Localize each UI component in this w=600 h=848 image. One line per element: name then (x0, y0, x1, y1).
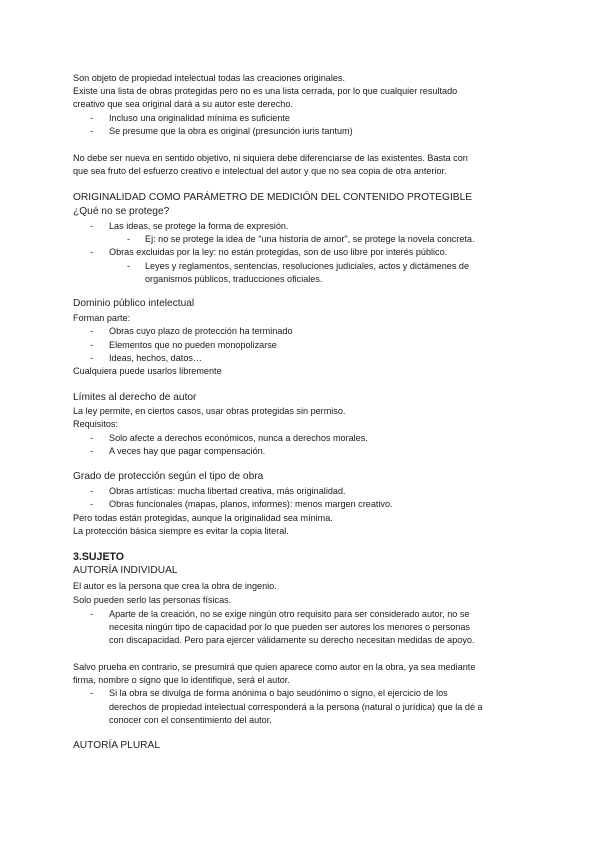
bullet-text: Obras cuyo plazo de protección ha terminado (109, 326, 293, 336)
bullet-dash: - (90, 126, 94, 136)
bullet-dash: - (90, 433, 94, 443)
bullet-text: A veces hay que pagar compensación. (109, 446, 266, 456)
text-line: El autor es la persona que crea la obra de ingenio. (73, 581, 277, 591)
bullet-text: necesita ningún tipo de capacidad por lo que pueden ser autores los menores o personas (109, 622, 470, 632)
text-line: Salvo prueba en contrario, se presumirá que quien aparece como autor en la obra, ya sea mediante (73, 662, 476, 672)
bullet-dash: - (90, 113, 94, 123)
bullet-dash: - (90, 499, 94, 509)
bullet-text: Aparte de la creación, no se exige ningún otro requisito para ser considerado autor, no se (109, 609, 470, 619)
bullet-dash: - (90, 486, 94, 496)
bullet-text: derechos de propiedad intelectual corresponderá a la persona (natural o jurídica) que la dé a (109, 702, 483, 712)
bullet-dash: - (90, 340, 94, 350)
text-line: Requisitos: (73, 419, 118, 429)
bullet-text: Solo afecte a derechos económicos, nunca a derechos morales. (109, 433, 368, 443)
text-line: Son objeto de propiedad intelectual todas las creaciones originales. (73, 73, 345, 83)
bullet-text: Si la obra se divulga de forma anónima o bajo seudónimo o signo, el ejercicio de los (109, 688, 448, 698)
bullet-dash: - (127, 234, 131, 244)
section-heading: Límites al derecho de autor (73, 392, 197, 403)
text-line: La protección básica siempre es evitar la copia literal. (73, 526, 289, 536)
bullet-text: Elementos que no pueden monopolizarse (109, 340, 277, 350)
bullet-dash: - (90, 609, 94, 619)
text-line: Existe una lista de obras protegidas pero no es una lista cerrada, por lo que cualquier resultado (73, 86, 458, 96)
bullet-text: Ideas, hechos, datos… (109, 353, 203, 363)
section-heading: Dominio público intelectual (73, 298, 195, 309)
bullet-dash: - (90, 688, 94, 698)
bullet-dash: - (90, 353, 94, 363)
text-line: La ley permite, en ciertos casos, usar obras protegidas sin permiso. (73, 406, 346, 416)
bullet-text: Incluso una originalidad mínima es suficiente (109, 113, 290, 123)
text-line: Pero todas están protegidas, aunque la originalidad sea mínima. (73, 513, 333, 523)
bullet-text: Se presume que la obra es original (presunción iuris tantum) (109, 126, 353, 136)
bullet-text: Obras funcionales (mapas, planos, informes): menos margen creativo. (109, 499, 393, 509)
section-heading: ORIGINALIDAD COMO PARÁMETRO DE MEDICIÓN DEL CONTENIDO PROTEGIBLE (73, 192, 473, 203)
bullet-text: Obras excluidas por la ley: no están protegidas, son de uso libre por interés público. (109, 247, 448, 257)
sub-bullet-text: Ej: no se protege la idea de "una historia de amor", se protege la novela concreta. (145, 234, 475, 244)
text-line: Forman parte: (73, 313, 131, 323)
bullet-dash: - (90, 446, 94, 456)
bullet-dash: - (90, 326, 94, 336)
text-line: firma, nombre o signo que lo identifique, será el autor. (73, 675, 290, 685)
text-line: Solo pueden serlo las personas físicas. (73, 595, 232, 605)
text-line: Cualquiera puede usarlos libremente (73, 366, 222, 376)
bullet-text: conocer con el consentimiento del autor. (109, 715, 272, 725)
section-heading: AUTORÍA PLURAL (73, 740, 161, 751)
section-question: ¿Qué no se protege? (73, 206, 170, 217)
chapter-title: 3.SUJETO (73, 551, 125, 563)
sub-bullet-text: organismos públicos, traducciones oficiales. (145, 274, 323, 284)
bullet-text: Obras artísticas: mucha libertad creativa, más originalidad. (109, 486, 346, 496)
text-line: No debe ser nueva en sentido objetivo, ni siquiera debe diferenciarse de las existentes. Basta con (73, 153, 468, 163)
sub-bullet-text: Leyes y reglamentos, sentencias, resoluciones judiciales, actos y dictámenes de (145, 261, 470, 271)
bullet-text: con discapacidad. Pero para ejercer válidamente su derecho necesitan medidas de apoyo. (109, 635, 475, 645)
text-line: creativo que sea original dará a su autor este derecho. (73, 99, 293, 109)
text-line: que sea fruto del esfuerzo creativo e intelectual del autor y que no sea copia de otra anterior. (73, 166, 447, 176)
bullet-dash: - (90, 221, 94, 231)
bullet-dash: - (90, 247, 94, 257)
bullet-text: Las ideas, se protege la forma de expresión. (109, 221, 289, 231)
section-heading: AUTORÍA INDIVIDUAL (73, 565, 178, 576)
section-heading: Grado de protección según el tipo de obra (73, 471, 264, 482)
bullet-dash: - (127, 261, 131, 271)
